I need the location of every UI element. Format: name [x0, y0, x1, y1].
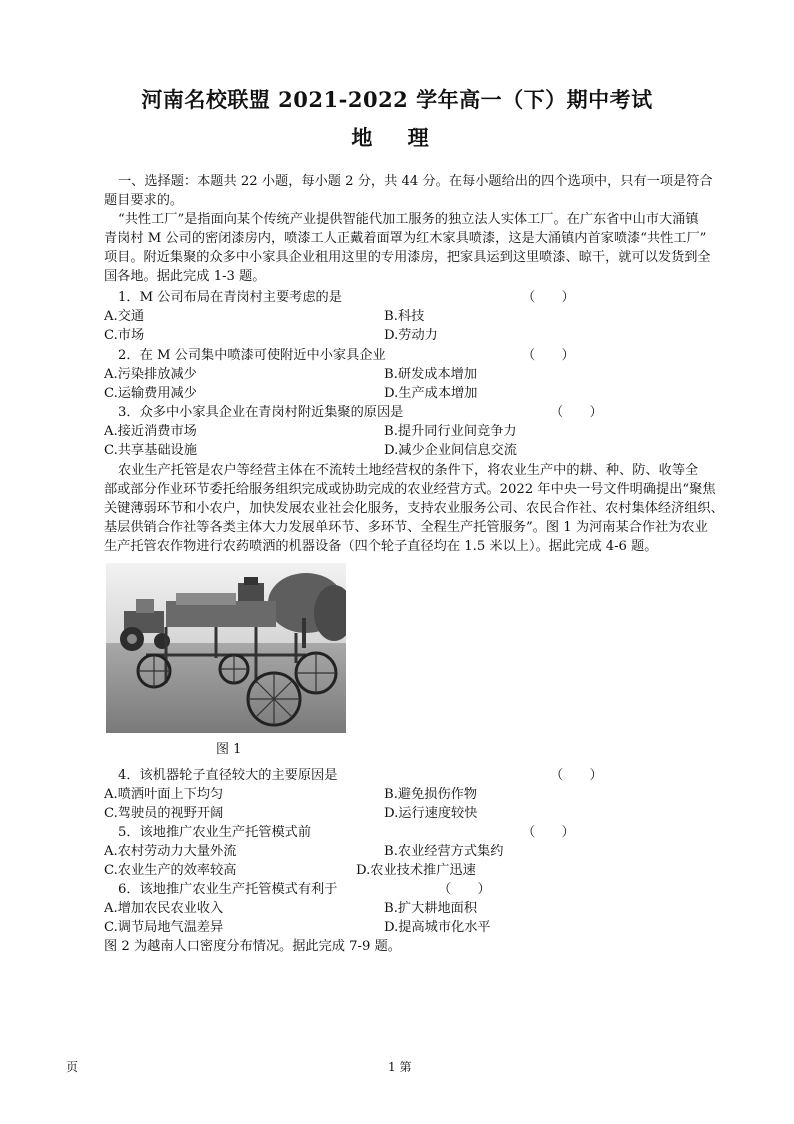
- question-3-option-c: C.共享基础设施: [104, 443, 197, 458]
- question-4-option-b: B.避免损伤作物: [384, 787, 478, 802]
- question-2-option-c: C.运输费用减少: [104, 386, 197, 401]
- question-2-option-d: D.生产成本增加: [384, 386, 478, 401]
- instructions-line-1: 一、选择题：本题共 22 小题，每小题 2 分，共 44 分。在每小题给出的四个选项中，只有一项是符合: [118, 174, 713, 189]
- question-2-stem: 2．在 M 公司集中喷漆可使附近中小家具企业: [118, 348, 386, 363]
- passage2-line-5: 生产托管农作物进行农药喷洒的机器设备（四个轮子直径均在 1.5 米以上）。据此完成 4-6 题。: [104, 539, 658, 554]
- figure-1-sprayer-photo: [106, 563, 346, 733]
- question-6-stem: 6．该地推广农业生产托管模式有利于: [118, 882, 338, 897]
- passage1-line-2: 青岗村 M 公司的密闭漆房内，喷漆工人正戴着面罩为红木家具喷漆，这是大涌镇内首家喷漆“共性工厂”: [104, 231, 707, 246]
- question-6-option-d: D.提高城市化水平: [384, 920, 491, 935]
- question-5-option-c: C.农业生产的效率较高: [104, 863, 237, 878]
- question-2-option-b: B.研发成本增加: [384, 367, 478, 382]
- question-5-option-a: A.农村劳动力大量外流: [104, 844, 237, 859]
- exam-title: 河南名校联盟 2021-2022 学年高一（下）期中考试: [141, 87, 653, 112]
- question-1-option-d: D.劳动力: [384, 328, 438, 343]
- question-4-stem: 4．该机器轮子直径较大的主要原因是: [118, 768, 338, 783]
- passage2-line-1: 农业生产托管是农户等经营主体在不流转土地经营权的条件下，将农业生产中的耕、种、防、收等全: [118, 463, 699, 478]
- sprayer-machine-illustration: [106, 563, 346, 733]
- question-3-option-b: B.提升同行业间竞争力: [384, 424, 517, 439]
- passage3-line-1: 图 2 为越南人口密度分布情况。据此完成 7-9 题。: [104, 939, 401, 954]
- question-3-option-d: D.减少企业间信息交流: [384, 443, 517, 458]
- question-3-option-a: A.接近消费市场: [104, 424, 197, 439]
- passage2-line-2: 部或部分作业环节委托给服务组织完成或协助完成的农业经营方式。2022 年中央一号文件明确提出“聚焦: [104, 482, 716, 497]
- question-5-answer-blank: （ ）: [522, 825, 575, 840]
- question-1-option-b: B.科技: [384, 309, 425, 324]
- passage1-line-3: 项目。附近集聚的众多中小家具企业租用这里的专用漆房，把家具运到这里喷漆、晾干，就可以发货到全: [104, 250, 711, 265]
- question-6-option-b: B.扩大耕地面积: [384, 901, 478, 916]
- footer-left-text: 页: [66, 1060, 79, 1074]
- question-6-option-c: C.调节局地气温差异: [104, 920, 224, 935]
- passage2-line-4: 基层供销合作社等各类主体大力发展单环节、多环节、全程生产托管服务”。图 1 为河南某合作社为农业: [104, 520, 708, 535]
- question-1-option-c: C.市场: [104, 328, 145, 343]
- passage1-line-1: “共性工厂”是指面向某个传统产业提供智能代加工服务的独立法人实体工厂。在广东省中山市大涌镇: [118, 212, 699, 227]
- passage1-line-4: 国各地。据此完成 1-3 题。: [104, 269, 266, 284]
- question-1-stem: 1．M 公司布局在青岗村主要考虑的是: [118, 290, 342, 305]
- question-2-answer-blank: （ ）: [522, 348, 575, 363]
- footer-page-number: 1 第: [388, 1060, 412, 1074]
- question-6-option-a: A.增加农民农业收入: [104, 901, 224, 916]
- question-3-answer-blank: （ ）: [550, 405, 603, 420]
- question-5-option-d: D.农业技术推广迅速: [356, 863, 476, 878]
- instructions-line-2: 题目要求的。: [104, 193, 184, 208]
- question-1-answer-blank: （ ）: [522, 290, 575, 305]
- question-6-answer-blank: （ ）: [438, 882, 491, 897]
- question-4-option-a: A.喷洒叶面上下均匀: [104, 787, 224, 802]
- question-3-stem: 3．众多中小家具企业在青岗村附近集聚的原因是: [118, 405, 404, 420]
- question-4-option-d: D.运行速度较快: [384, 806, 478, 821]
- question-4-option-c: C.驾驶员的视野开阔: [104, 806, 224, 821]
- question-2-option-a: A.污染排放减少: [104, 367, 197, 382]
- subject-title: 地 理: [351, 125, 443, 150]
- figure-1-caption: 图 1: [216, 742, 242, 757]
- question-5-option-b: B.农业经营方式集约: [384, 844, 504, 859]
- passage2-line-3: 关键薄弱环节和小农户，加快发展农业社会化服务，支持农业服务公司、农民合作社、农村集体经济组织、: [104, 501, 724, 516]
- question-4-answer-blank: （ ）: [550, 768, 603, 783]
- question-1-option-a: A.交通: [104, 309, 145, 324]
- question-5-stem: 5．该地推广农业生产托管模式前: [118, 825, 312, 840]
